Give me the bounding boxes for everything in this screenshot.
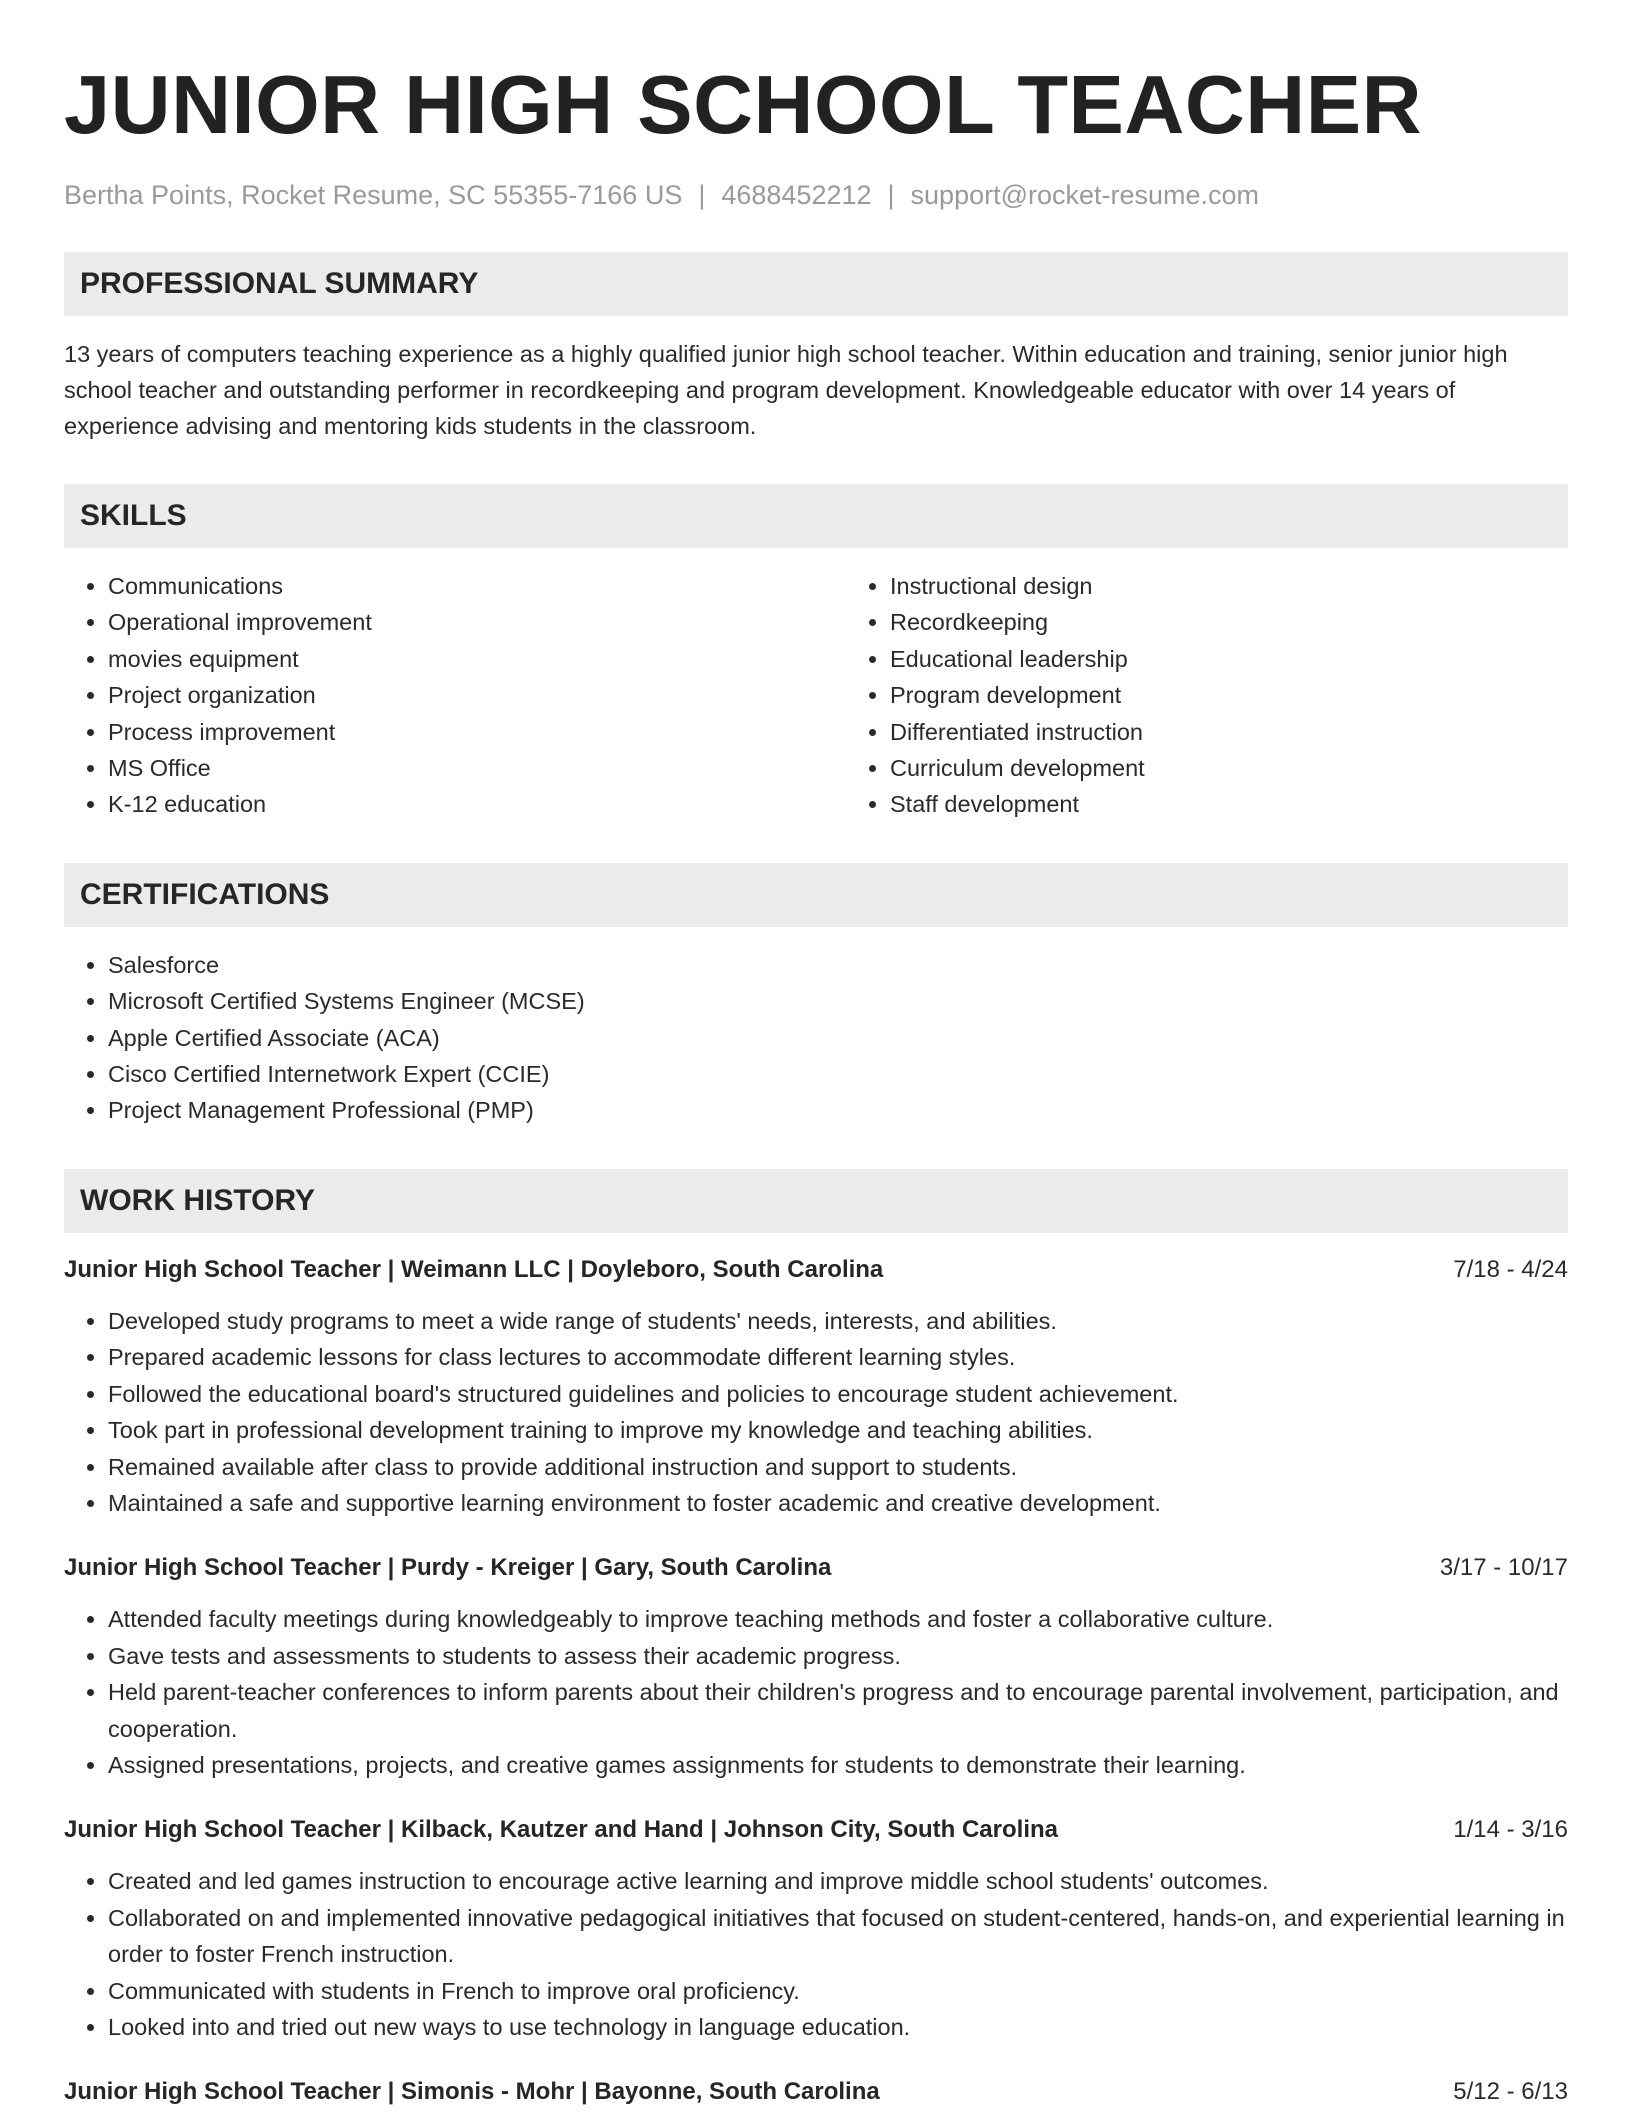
job-title: Junior High School Teacher | Kilback, Kautzer and Hand | Johnson City, South Carolina	[64, 1816, 1058, 1844]
job-entry	[64, 1253, 1568, 1521]
job-duties-list	[64, 1863, 1568, 2045]
job-duty-item: • Prepared academic lessons for class lectures to accommodate different learning styles.	[108, 1339, 1568, 1375]
work-history-list	[64, 1253, 1568, 2110]
job-duty-item: • Created and led games instruction to encourage active learning and improve middle school students' outcomes.	[108, 1863, 1568, 1899]
job-header	[64, 2075, 1568, 2109]
skill-item: • Process improvement	[108, 714, 846, 750]
certifications-list	[64, 947, 1568, 1129]
skill-item: • Program development	[890, 677, 1145, 713]
section-heading-work-history: WORK HISTORY	[64, 1169, 1568, 1233]
job-duty-item: • Developed study programs to meet a wide range of students' needs, interests, and abilities.	[108, 1303, 1568, 1339]
job-duty-item: • Maintained a safe and supportive learning environment to foster academic and creative development.	[108, 1485, 1568, 1521]
job-duty-item: • Gave tests and assessments to students to assess their academic progress.	[108, 1638, 1568, 1674]
contact-address: Bertha Points, Rocket Resume, SC 55355-7166 US	[64, 180, 683, 210]
section-heading-certifications: CERTIFICATIONS	[64, 863, 1568, 927]
job-title: Junior High School Teacher | Weimann LLC | Doyleboro, South Carolina	[64, 1255, 884, 1283]
job-header	[64, 1551, 1568, 1585]
job-dates: 1/14 - 3/16	[1453, 1816, 1568, 1844]
skill-item: • Curriculum development	[890, 750, 1145, 786]
job-header	[64, 1253, 1568, 1287]
resume-title: JUNIOR HIGH SCHOOL TEACHER	[64, 58, 1423, 151]
skill-item: • Operational improvement	[108, 604, 846, 640]
certification-item: • Cisco Certified Internetwork Expert (CCIE)	[108, 1056, 1568, 1092]
skill-item: • Recordkeeping	[890, 604, 1145, 640]
job-duty-item: • Took part in professional development training to improve my knowledge and teaching abilities.	[108, 1412, 1568, 1448]
certification-item: • Microsoft Certified Systems Engineer (MCSE)	[108, 983, 1568, 1019]
job-header	[64, 1813, 1568, 1847]
contact-separator: |	[698, 180, 706, 210]
skill-item: • K-12 education	[108, 786, 846, 822]
job-title: Junior High School Teacher | Simonis - Mohr | Bayonne, South Carolina	[64, 2078, 880, 2106]
skill-item: • movies equipment	[108, 641, 846, 677]
certification-item: • Salesforce	[108, 947, 1568, 983]
contact-line	[64, 178, 1568, 212]
job-dates: 5/12 - 6/13	[1453, 2078, 1568, 2106]
skills-list-right	[846, 568, 1145, 823]
job-dates: 7/18 - 4/24	[1453, 1255, 1568, 1283]
skill-item: • Differentiated instruction	[890, 714, 1145, 750]
job-duty-item: • Followed the educational board's structured guidelines and policies to encourage student achievement.	[108, 1376, 1568, 1412]
contact-phone: 4688452212	[721, 180, 872, 210]
skills-columns	[64, 568, 1568, 823]
skill-item: • Staff development	[890, 786, 1145, 822]
job-duty-item: • Held parent-teacher conferences to inform parents about their children's progress and to encourage parental involvement, participation, and cooperation.	[108, 1674, 1568, 1747]
skills-list-left	[64, 568, 846, 823]
job-entry	[64, 1813, 1568, 2045]
job-duty-item: • Remained available after class to provide additional instruction and support to students.	[108, 1449, 1568, 1485]
job-dates: 3/17 - 10/17	[1439, 1554, 1568, 1582]
job-title: Junior High School Teacher | Purdy - Kreiger | Gary, South Carolina	[64, 1554, 832, 1582]
job-duties-list	[64, 1601, 1568, 1783]
job-duty-item: • Looked into and tried out new ways to use technology in language education.	[108, 2009, 1568, 2045]
job-entry	[64, 2075, 1568, 2109]
contact-email[interactable]: support@rocket-resume.com	[910, 180, 1260, 210]
job-duty-item: • Attended faculty meetings during knowledgeably to improve teaching methods and foster a collaborative culture.	[108, 1601, 1568, 1637]
skill-item: • Educational leadership	[890, 641, 1145, 677]
job-duty-item: • Collaborated on and implemented innovative pedagogical initiatives that focused on student-centered, hands-on, and experiential learning in order to foster French instruction.	[108, 1900, 1568, 1973]
certification-item: • Project Management Professional (PMP)	[108, 1092, 1568, 1128]
section-heading-summary: PROFESSIONAL SUMMARY	[64, 252, 1568, 316]
skill-item: • Communications	[108, 568, 846, 604]
skill-item: • Instructional design	[890, 568, 1145, 604]
job-duty-item: • Communicated with students in French to improve oral proficiency.	[108, 1973, 1568, 2009]
section-heading-skills: SKILLS	[64, 484, 1568, 548]
certification-item: • Apple Certified Associate (ACA)	[108, 1020, 1568, 1056]
contact-separator: |	[887, 180, 895, 210]
job-duty-item: • Assigned presentations, projects, and creative games assignments for students to demonstrate their learning.	[108, 1747, 1568, 1783]
summary-text: 13 years of computers teaching experience as a highly qualified junior high school teacher. Within education and training, senior junior high school teacher and outstanding performer in recordkeeping and program development. Knowledgeable educator with over 14 years of experience advising and mentoring kids students in the classroom.	[64, 341, 1508, 439]
job-entry	[64, 1551, 1568, 1783]
skill-item: • MS Office	[108, 750, 846, 786]
skill-item: • Project organization	[108, 677, 846, 713]
job-duties-list	[64, 1303, 1568, 1521]
